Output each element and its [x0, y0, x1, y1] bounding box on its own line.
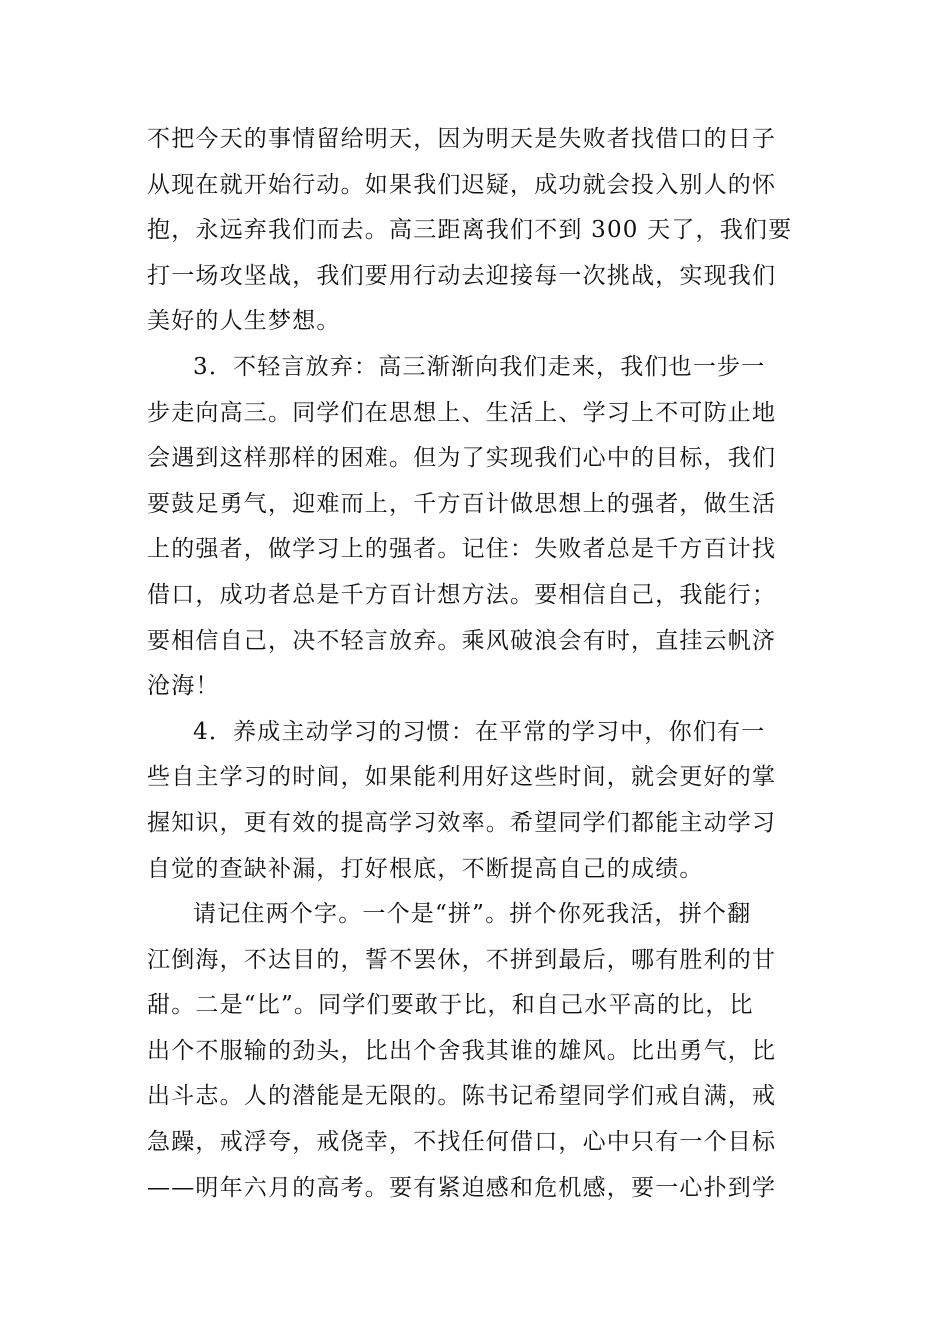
text-line: 沧海！ — [147, 673, 220, 700]
text-line: 江倒海，不达目的，誓不罢休，不拼到最后，哪有胜利的甘 — [147, 946, 777, 973]
text-line: 握知识，更有效的提高学习效率。希望同学们都能主动学习 — [147, 809, 777, 836]
text-line: 要鼓足勇气，迎难而上，千方百计做思想上的强者，做生活 — [147, 490, 777, 517]
text-line: 出斗志。人的潜能是无限的。陈书记希望同学们戒自满，戒 — [147, 1083, 777, 1110]
text-line: 从现在就开始行动。如果我们迟疑，成功就会投入别人的怀 — [147, 171, 777, 198]
text-line: 甜。二是“比”。同学们要敢于比，和自己水平高的比，比 — [147, 992, 754, 1019]
text-line: 自觉的查缺补漏，打好根底，不断提高自己的成绩。 — [147, 855, 704, 882]
text-line: 急躁，戒浮夸，戒侥幸，不找任何借口，心中只有一个目标 — [147, 1129, 777, 1156]
text-line: 借口，成功者总是千方百计想方法。要相信自己，我能行； — [147, 581, 777, 608]
text-line: 美好的人生梦想。 — [147, 308, 341, 335]
text-line: 4．养成主动学习的习惯：在平常的学习中，你们有一 — [193, 718, 766, 745]
text-line: 些自主学习的时间，如果能利用好这些时间，就会更好的掌 — [147, 764, 777, 791]
text-line: 上的强者，做学习上的强者。记住：失败者总是千方百计找 — [147, 536, 777, 563]
text-line: 打一场攻坚战，我们要用行动去迎接每一次挑战，实现我们 — [147, 262, 777, 289]
text-line: 要相信自己，决不轻言放弃。乘风破浪会有时，直挂云帆济 — [147, 627, 777, 654]
text-line: 3．不轻言放弃：高三渐渐向我们走来，我们也一步一 — [193, 353, 766, 380]
text-line: 会遇到这样那样的困难。但为了实现我们心中的目标，我们 — [147, 445, 777, 472]
text-line: 不把今天的事情留给明天，因为明天是失败者找借口的日子 — [147, 126, 777, 152]
text-line: 请记住两个字。一个是“拼”。拼个你死我活，拼个翻 — [193, 901, 752, 928]
text-line: 出个不服输的劲头，比出个舍我其谁的雄风。比出勇气，比 — [147, 1037, 777, 1064]
text-line: 步走向高三。同学们在思想上、生活上、学习上不可防止地 — [147, 399, 777, 426]
body-text — [147, 117, 807, 1211]
text-line: ——明年六月的高考。要有紧迫感和危机感，要一心扑到学 — [147, 1174, 777, 1201]
text-line: 抱，永远弃我们而去。高三距离我们不到 300 天了，我们要 — [147, 217, 793, 244]
